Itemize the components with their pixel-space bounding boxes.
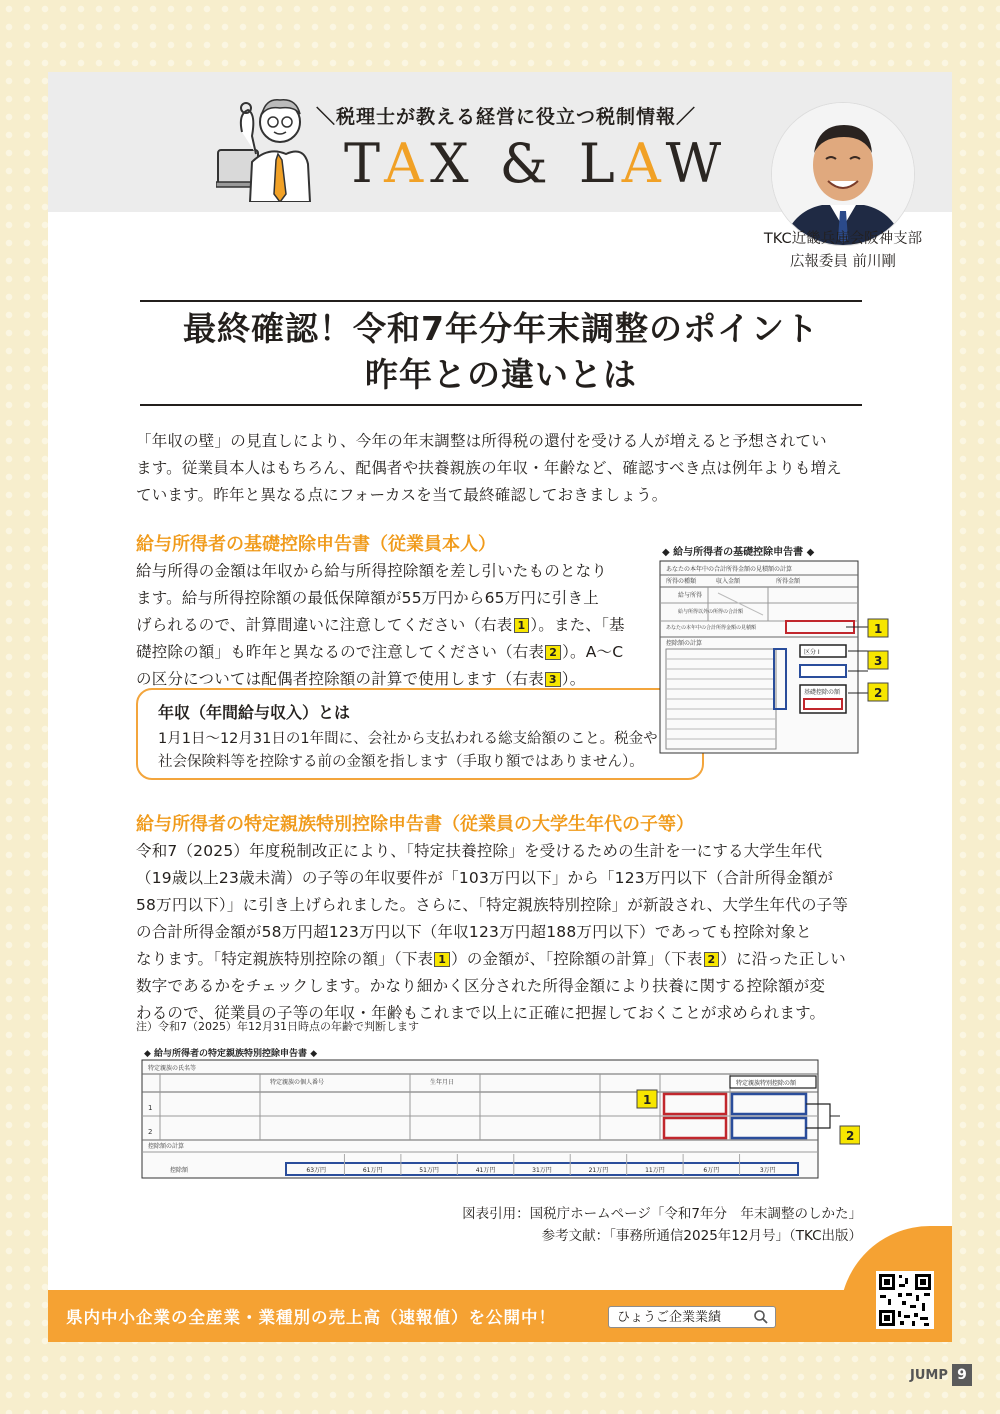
series-subtitle: ＼税理士が教える経営に役立つ税制情報／	[316, 106, 697, 128]
figure-source: 図表引用：国税庁ホームページ「令和7年分 年末調整のしかた」	[462, 1206, 862, 1222]
svg-text:収入金額: 収入金額	[716, 578, 741, 585]
author-name: 広報委員 前川剛	[789, 254, 897, 270]
intro-paragraph: 「年収の壁」の見直しにより、今年の年末調整は所得税の還付を受ける人が増えると予想されてい ます。従業員本人はもちろん、配偶者や扶養親族の年収・年齢など、確認すべき点は例年よりも増え ています。昨年と異なる点にフォーカスを当て最終確認しておきましょう。	[136, 432, 842, 504]
deduction-amount-cell: 21万円	[588, 1167, 609, 1174]
deduction-amount-cell: 3万円	[759, 1167, 776, 1174]
search-box-label: ひょうご企業業績	[617, 1310, 722, 1325]
svg-text:2: 2	[846, 1129, 855, 1143]
deduction-amount-cell: 31万円	[532, 1167, 552, 1174]
author-photo	[771, 102, 915, 246]
svg-text:控除額の計算: 控除額の計算	[666, 640, 703, 647]
svg-text:所得の種類: 所得の種類	[666, 578, 697, 585]
form1-title: ◆ 給与所得者の基礎控除申告書 ◆	[662, 547, 815, 558]
deduction-amount-cell: 6万円	[703, 1167, 720, 1174]
qr-code[interactable]	[876, 1271, 934, 1329]
svg-text:生年月日: 生年月日	[430, 1079, 455, 1086]
title-rule-bottom	[140, 404, 862, 406]
callout-title: 年収（年間給与収入）とは	[158, 703, 351, 722]
svg-text:給与所得: 給与所得	[678, 592, 703, 599]
callout-body: 1月1日～12月31日の1年間に、会社から支払われる総支給額のこと。税金や 社会保険料等を控除する前の金額を指します（手取り額ではありません）。	[158, 731, 658, 770]
basic-deduction-form-image	[658, 543, 908, 755]
svg-text:控除額: 控除額	[170, 1167, 189, 1174]
svg-text:1: 1	[643, 1093, 652, 1107]
svg-text:特定親族の個人番号: 特定親族の個人番号	[270, 1079, 325, 1086]
svg-text:特定親族の氏名等: 特定親族の氏名等	[148, 1065, 197, 1072]
svg-text:特定親族特別控除の額: 特定親族特別控除の額	[736, 1080, 797, 1087]
page-number: 9	[952, 1364, 972, 1386]
form1-subheading: あなたの本年中の合計所得金額の見積額の計算	[666, 566, 793, 573]
company-search-box[interactable]	[608, 1306, 776, 1328]
svg-text:1: 1	[148, 1104, 153, 1112]
section2-heading: 給与所得者の特定親族特別控除申告書（従業員の大学生年代の子等）	[136, 814, 694, 835]
article-title: 最終確認！令和7年分年末調整のポイント 昨年との違いとは	[183, 309, 819, 394]
deduction-amount-cell: 61万円	[362, 1167, 383, 1174]
svg-text:基礎控除の額: 基礎控除の額	[804, 689, 841, 696]
svg-text:2: 2	[874, 686, 883, 700]
ref-badge-1: 1	[514, 618, 530, 633]
form2-title: ◆ 給与所得者の特定親族特別控除申告書 ◆	[144, 1049, 318, 1059]
section1-paragraph: 給与所得の金額は年収から給与所得控除額を差し引いたものとなり ます。給与所得控除額の最低保障額が55万円から65万円に引き上 げられるので、計算間違いに注意してください（右表 1 ）。また、「基 礎控除の額」も昨年と異なるので注意してください（右表 2 ）。A～C の区分については配偶者控除額の計算で使用します（右表 3 ）。	[136, 562, 625, 688]
deduction-amount-cell: 63万円	[306, 1167, 327, 1174]
deduction-amount-cell: 11万円	[645, 1167, 665, 1174]
section1-heading: 給与所得者の基礎控除申告書（従業員本人）	[136, 534, 496, 555]
title-rule-top	[140, 300, 862, 302]
svg-text:控除額の計算: 控除額の計算	[148, 1143, 185, 1150]
annual-income-callout	[136, 688, 704, 780]
deduction-amount-cell: 41万円	[475, 1167, 496, 1174]
specified-relative-form-image	[140, 1046, 860, 1186]
magazine-name: JUMP	[910, 1368, 948, 1383]
svg-text:給与所得以外の所得の合計額: 給与所得以外の所得の合計額	[678, 609, 744, 615]
businessman-illustration	[216, 84, 312, 202]
footnote: 注）令和7（2025）年12月31日時点の年齢で判断します	[136, 1020, 419, 1033]
footer-banner-text: 県内中小企業の全産業・業種別の売上高（速報値）を公開中！	[66, 1308, 556, 1327]
ref-badge-table-2: 2	[704, 952, 720, 967]
svg-text:所得金額: 所得金額	[776, 578, 801, 585]
svg-text:あなたの本年中の合計所得金額の見積額: あなたの本年中の合計所得金額の見積額	[666, 625, 757, 631]
author-info	[728, 228, 958, 274]
search-icon	[753, 1309, 769, 1325]
section2-paragraph: 令和7（2025）年度税制改正により、「特定扶養控除」を受けるための生計を一にする大学生年代 （19歳以上23歳未満）の子等の年収要件が「103万円以下」から「123万円以下（合計所得金額が 58万円以下）」に引き上げられました。さらに、「特定親族特別控除」が新設され、大学生年代の子等 の合計所得金額が58万円超123万円以下（年収123万円超188万円以下）であっても控除対象と なります。「特定親族特別控除の額」（下表 1 ）の金額が、「控除額の計算」（下表 2 ）に沿った正しい 数字であるかをチェックします。かなり細かく区分された所得金額により扶養に関する控除額が変 わるので、従業員の子等の年収・年齢もこれまで以上に正確に把握しておくことが求められます。	[136, 842, 849, 1022]
tax-law-logo: TAX & LAW	[344, 132, 729, 195]
deduction-amount-cell: 51万円	[419, 1167, 439, 1174]
svg-text:区分 I: 区分 I	[804, 649, 820, 656]
ref-badge-3: 3	[545, 672, 561, 687]
svg-text:2: 2	[148, 1128, 153, 1136]
ref-badge-table-1: 1	[434, 952, 450, 967]
reference: 参考文献：「事務所通信2025年12月号」（TKC出版）	[541, 1228, 862, 1244]
author-affiliation: TKC近畿兵庫会阪神支部	[763, 231, 923, 247]
svg-text:1: 1	[874, 622, 883, 636]
svg-text:3: 3	[874, 654, 883, 668]
ref-badge-2: 2	[545, 645, 561, 660]
